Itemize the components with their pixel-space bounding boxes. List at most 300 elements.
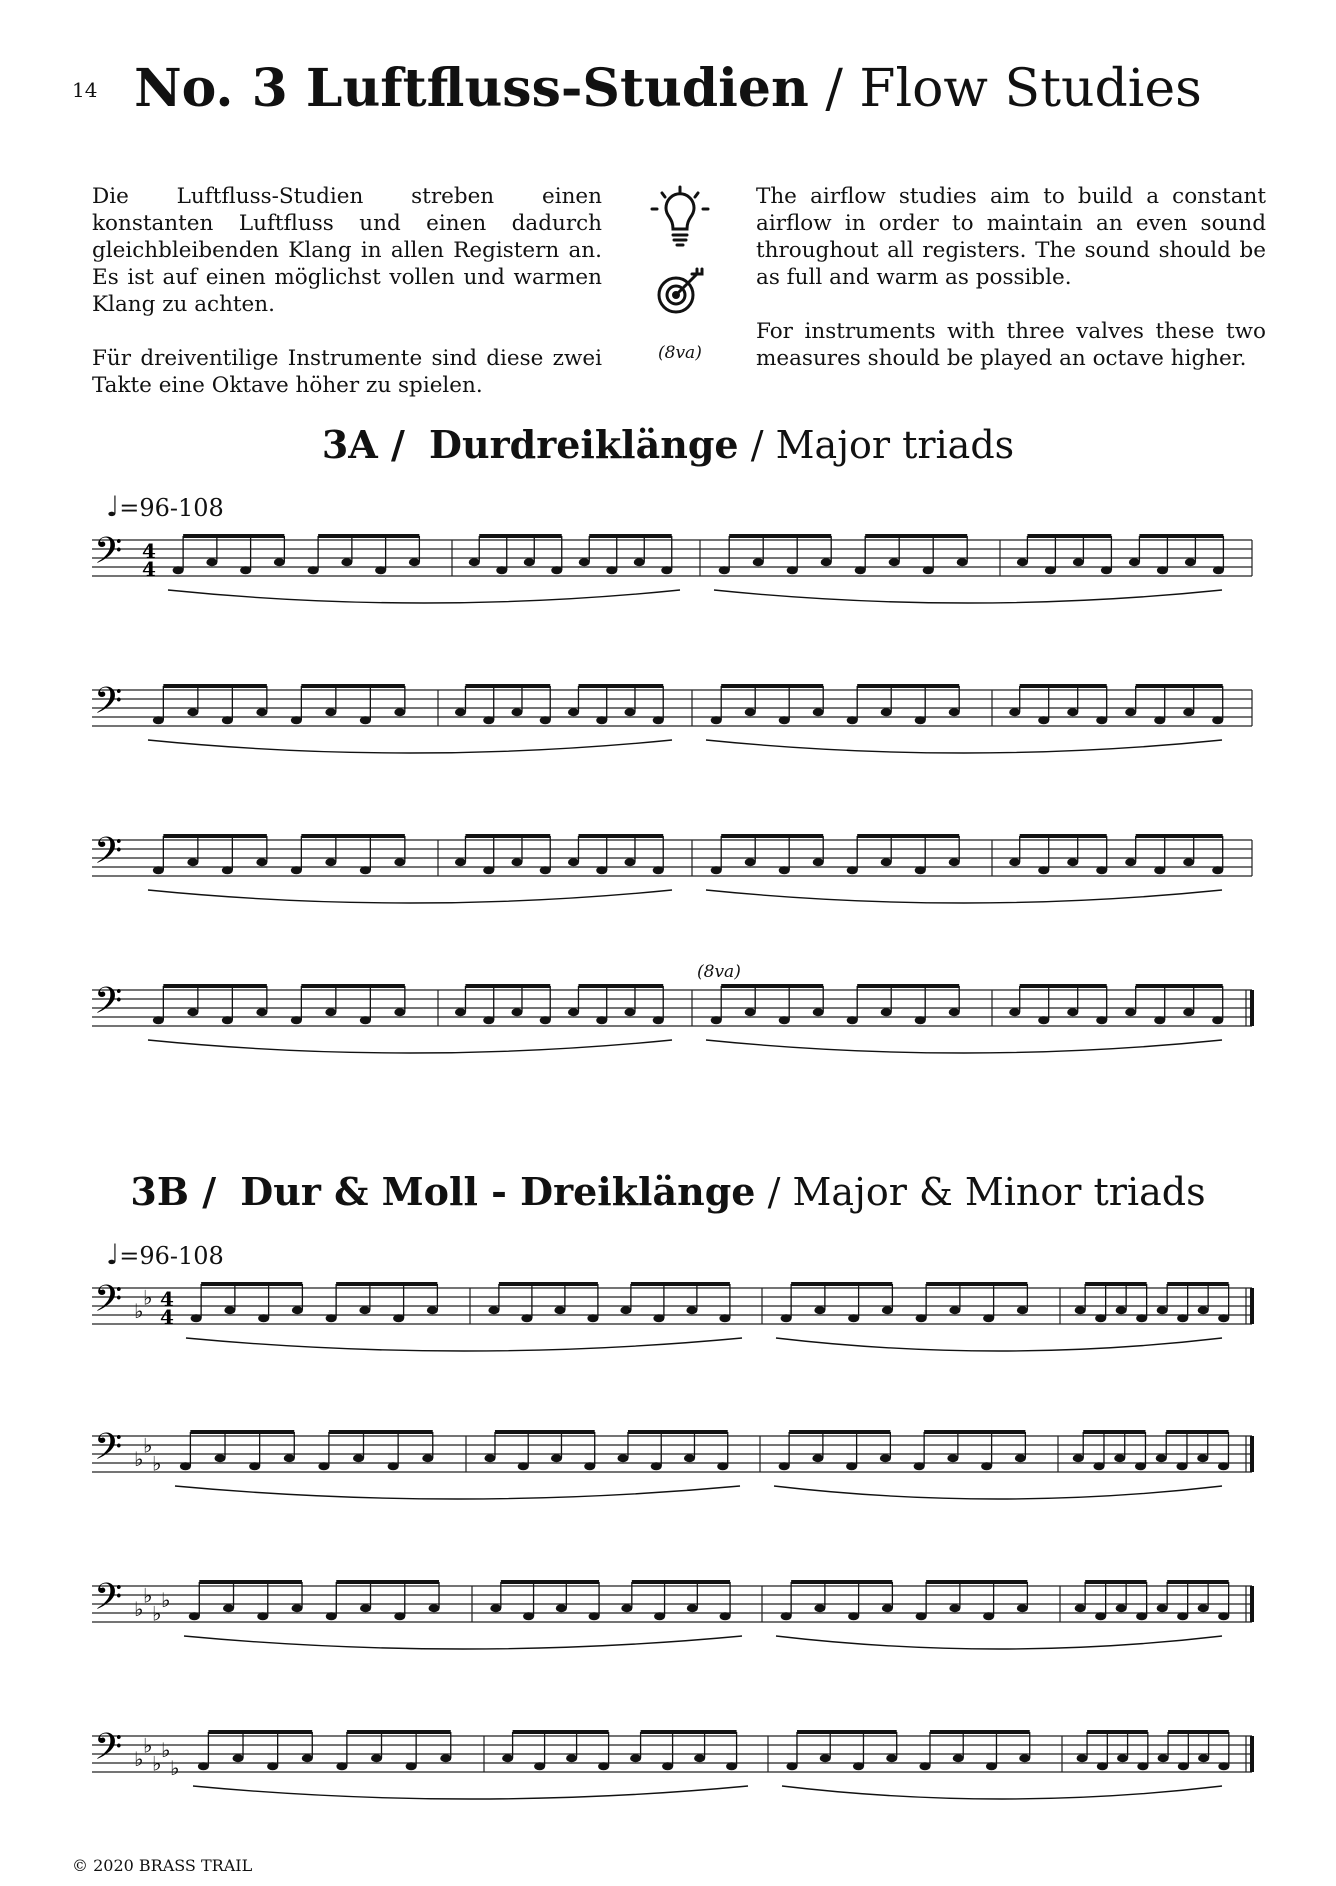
bass-clef-icon: 𝄢	[94, 980, 123, 1031]
note-head	[1067, 708, 1078, 716]
page-number: 14	[72, 78, 98, 102]
note-head	[258, 1314, 269, 1322]
note-head	[919, 1762, 930, 1770]
note-head	[222, 716, 233, 724]
time-signature-top: 4	[160, 1287, 174, 1311]
intro-de-paragraph-1: Die Luftfluss-Studien streben einen konstanten Luftfluss und einen dadurch gleichbleibenden Klang in allen Registern an. Es ist auf einen möglichst vollen und warmen Klang zu achten.	[92, 184, 602, 317]
note-head	[914, 1462, 925, 1470]
note-head	[291, 716, 302, 724]
note-head	[455, 1008, 466, 1016]
note-head	[983, 1612, 994, 1620]
note-head	[292, 1604, 303, 1612]
note-head	[662, 1762, 673, 1770]
note-head	[284, 1454, 295, 1462]
note-head	[360, 866, 371, 874]
note-head	[711, 866, 722, 874]
note-head	[1183, 858, 1194, 866]
note-head	[1017, 1306, 1028, 1314]
note-head	[568, 858, 579, 866]
note-head	[981, 1462, 992, 1470]
section-3b-sep: /	[767, 1170, 781, 1214]
note-head	[947, 1454, 958, 1462]
note-head	[745, 858, 756, 866]
note-head	[484, 1454, 495, 1462]
note-head	[488, 1306, 499, 1314]
note-head	[1212, 716, 1223, 724]
note-head	[596, 866, 607, 874]
note-head	[779, 866, 790, 874]
section-3a-title-en: Major triads	[775, 423, 1015, 467]
note-head	[584, 1462, 595, 1470]
note-head	[215, 1454, 226, 1462]
note-head	[1095, 1314, 1106, 1322]
note-head	[1114, 1454, 1125, 1462]
section-3b-title-de: Dur & Moll - Dreiklänge	[240, 1169, 756, 1214]
note-head	[394, 708, 405, 716]
note-head	[1009, 708, 1020, 716]
note-head	[745, 1008, 756, 1016]
note-head	[189, 1612, 200, 1620]
note-head	[630, 1754, 641, 1762]
section-3b-tempo-value: =96-108	[119, 1242, 224, 1270]
note-head	[787, 566, 798, 574]
note-head	[881, 708, 892, 716]
note-head	[521, 1314, 532, 1322]
copyright: © 2020 BRASS TRAIL	[72, 1856, 253, 1875]
note-head	[881, 858, 892, 866]
note-head	[653, 1016, 664, 1024]
note-head	[1075, 1306, 1086, 1314]
note-head	[847, 866, 858, 874]
note-head	[360, 1016, 371, 1024]
note-head	[1045, 566, 1056, 574]
note-head	[1125, 1008, 1136, 1016]
note-head	[1177, 1612, 1188, 1620]
time-signature-bottom: 4	[142, 557, 156, 581]
slur	[184, 1636, 742, 1649]
note-head	[302, 1754, 313, 1762]
note-head	[1198, 1306, 1209, 1314]
intro-en-paragraph-1: The airflow studies aim to build a constant airflow in order to maintain an even sound throughout all registers. The sound should be as full and warm as possible.	[756, 184, 1266, 290]
note-head	[187, 708, 198, 716]
note-head	[336, 1762, 347, 1770]
note-head	[653, 716, 664, 724]
note-head	[187, 858, 198, 866]
note-head	[781, 1612, 792, 1620]
key-flat-icon: ♭	[152, 1601, 162, 1626]
key-flat-icon: ♭	[134, 1597, 144, 1621]
title-de: No. 3 Luftfluss-Studien	[134, 58, 809, 119]
slur	[776, 1636, 1222, 1649]
note-head	[224, 1306, 235, 1314]
note-head	[949, 1604, 960, 1612]
note-head	[1183, 1008, 1194, 1016]
slur	[782, 1786, 1222, 1799]
slur	[148, 740, 672, 753]
note-head	[855, 566, 866, 574]
note-head	[568, 708, 579, 716]
note-head	[1198, 1754, 1209, 1762]
key-flat-icon: ♭	[134, 1447, 144, 1471]
note-head	[222, 1016, 233, 1024]
note-head	[534, 1762, 545, 1770]
note-head	[556, 1604, 567, 1612]
note-head	[1177, 1314, 1188, 1322]
key-flat-icon: ♭	[134, 1299, 144, 1323]
note-head	[957, 558, 968, 566]
note-head	[653, 866, 664, 874]
note-head	[291, 1016, 302, 1024]
key-flat-icon: ♭	[152, 1751, 162, 1776]
note-head	[882, 1604, 893, 1612]
note-head	[923, 566, 934, 574]
note-head	[779, 716, 790, 724]
time-signature-top: 4	[142, 539, 156, 563]
note-head	[429, 1604, 440, 1612]
note-head	[325, 1008, 336, 1016]
key-flat-icon: ♭	[143, 1583, 153, 1608]
note-head	[1212, 1016, 1223, 1024]
note-head	[653, 1314, 664, 1322]
slur	[186, 1338, 742, 1351]
slur	[776, 1338, 1222, 1351]
note-head	[1183, 708, 1194, 716]
quarter-note-icon: ♩	[106, 490, 120, 523]
note-head	[206, 558, 217, 566]
note-head	[1154, 1016, 1165, 1024]
note-head	[326, 1314, 337, 1322]
key-flat-icon: ♭	[161, 1738, 171, 1762]
note-head	[394, 1612, 405, 1620]
note-head	[579, 558, 590, 566]
note-head	[848, 1314, 859, 1322]
note-head	[1218, 1612, 1229, 1620]
note-head	[292, 1306, 303, 1314]
note-head	[1117, 1754, 1128, 1762]
note-head	[745, 708, 756, 716]
key-flat-icon: ♭	[134, 1747, 144, 1771]
note-head	[1038, 716, 1049, 724]
note-head	[1015, 1454, 1026, 1462]
slur	[175, 1486, 740, 1499]
note-head	[483, 1016, 494, 1024]
note-head	[719, 566, 730, 574]
note-head	[847, 1016, 858, 1024]
note-head	[881, 1008, 892, 1016]
note-head	[198, 1762, 209, 1770]
octave-mark-intro: (8va)	[658, 343, 702, 363]
note-head	[249, 1462, 260, 1470]
note-head	[1137, 1762, 1148, 1770]
note-head	[566, 1754, 577, 1762]
note-head	[375, 566, 386, 574]
note-head	[518, 1462, 529, 1470]
bass-clef-icon: 𝄢	[94, 1278, 123, 1329]
note-head	[1067, 858, 1078, 866]
note-head	[1154, 866, 1165, 874]
note-head	[1218, 1462, 1229, 1470]
note-head	[915, 866, 926, 874]
note-head	[371, 1754, 382, 1762]
note-head	[240, 566, 251, 574]
time-signature-bottom: 4	[160, 1305, 174, 1329]
note-head	[853, 1762, 864, 1770]
note-head	[717, 1462, 728, 1470]
note-head	[654, 1612, 665, 1620]
note-head	[596, 1016, 607, 1024]
bass-clef-icon: 𝄢	[94, 530, 123, 581]
note-head	[318, 1462, 329, 1470]
note-head	[1154, 716, 1165, 724]
note-head	[223, 1604, 234, 1612]
note-head	[598, 1762, 609, 1770]
note-head	[1135, 1462, 1146, 1470]
slur	[706, 740, 1222, 753]
note-head	[687, 1604, 698, 1612]
note-head	[1077, 1754, 1088, 1762]
note-head	[1157, 566, 1168, 574]
note-head	[1213, 566, 1224, 574]
note-head	[606, 566, 617, 574]
note-head	[511, 1008, 522, 1016]
note-head	[490, 1604, 501, 1612]
intro-de-paragraph-2: Für dreiventilige Instrumente sind diese zwei Takte eine Oktave höher zu spielen.	[92, 346, 602, 398]
note-head	[953, 1754, 964, 1762]
note-head	[1038, 1016, 1049, 1024]
note-head	[257, 1612, 268, 1620]
note-head	[568, 1008, 579, 1016]
note-head	[422, 1454, 433, 1462]
note-head	[1157, 1306, 1168, 1314]
note-head	[624, 1008, 635, 1016]
note-head	[360, 1604, 371, 1612]
note-head	[596, 716, 607, 724]
note-head	[1218, 1762, 1229, 1770]
note-head	[360, 716, 371, 724]
note-head	[1073, 558, 1084, 566]
intro-en-paragraph-2: For instruments with three valves these two measures should be played an octave higher.	[756, 319, 1266, 371]
note-head	[1096, 716, 1107, 724]
note-head	[779, 1462, 790, 1470]
note-head	[779, 1016, 790, 1024]
slur	[148, 1040, 672, 1053]
note-head	[256, 858, 267, 866]
bass-clef-icon: 𝄢	[94, 830, 123, 881]
bass-clef-icon: 𝄢	[94, 680, 123, 731]
slur	[168, 590, 680, 603]
note-head	[949, 708, 960, 716]
note-head	[406, 1762, 417, 1770]
note-head	[848, 1612, 859, 1620]
note-head	[1116, 1306, 1127, 1314]
note-head	[983, 1314, 994, 1322]
key-flat-icon: ♭	[143, 1285, 153, 1310]
note-head	[511, 858, 522, 866]
slur	[193, 1786, 748, 1799]
slur	[714, 590, 1222, 603]
note-head	[540, 866, 551, 874]
note-head	[393, 1314, 404, 1322]
section-3a-tempo-value: =96-108	[119, 494, 224, 522]
note-head	[624, 708, 635, 716]
note-head	[353, 1454, 364, 1462]
note-head	[540, 1016, 551, 1024]
note-head	[325, 708, 336, 716]
note-head	[949, 1306, 960, 1314]
note-head	[847, 716, 858, 724]
note-head	[889, 558, 900, 566]
note-head	[915, 1016, 926, 1024]
note-head	[483, 716, 494, 724]
note-head	[1136, 1612, 1147, 1620]
note-head	[812, 1454, 823, 1462]
note-head	[587, 1314, 598, 1322]
note-head	[1017, 1604, 1028, 1612]
note-head	[233, 1754, 244, 1762]
octave-mark-3a: (8va)	[697, 962, 741, 982]
note-head	[1125, 708, 1136, 716]
bass-clef-icon: 𝄢	[94, 1426, 123, 1477]
note-head	[1157, 1604, 1168, 1612]
note-head	[291, 866, 302, 874]
note-head	[326, 1612, 337, 1620]
note-head	[1075, 1604, 1086, 1612]
note-head	[621, 1604, 632, 1612]
note-head	[1101, 566, 1112, 574]
note-head	[483, 866, 494, 874]
note-head	[694, 1754, 705, 1762]
note-head	[394, 858, 405, 866]
section-3a-label: 3A /	[321, 422, 405, 467]
note-head	[886, 1754, 897, 1762]
note-head	[1019, 1754, 1030, 1762]
note-head	[1125, 858, 1136, 866]
note-head	[511, 708, 522, 716]
note-head	[388, 1462, 399, 1470]
note-head	[711, 716, 722, 724]
note-head	[949, 1008, 960, 1016]
note-head	[589, 1612, 600, 1620]
note-head	[684, 1454, 695, 1462]
quarter-note-icon: ♩	[106, 1238, 120, 1271]
bass-clef-icon: 𝄢	[94, 1726, 123, 1777]
note-head	[915, 716, 926, 724]
note-head	[786, 1762, 797, 1770]
note-head	[1116, 1604, 1127, 1612]
title-en: Flow Studies	[859, 59, 1202, 119]
note-head	[1073, 1454, 1084, 1462]
note-head	[1156, 1454, 1167, 1462]
note-head	[173, 566, 184, 574]
section-3a-sep: /	[750, 423, 764, 467]
title-separator: /	[825, 59, 843, 119]
key-flat-icon: ♭	[161, 1588, 171, 1612]
note-head	[256, 708, 267, 716]
note-head	[651, 1462, 662, 1470]
note-head	[427, 1306, 438, 1314]
note-head	[661, 566, 672, 574]
note-head	[180, 1462, 191, 1470]
note-head	[256, 1008, 267, 1016]
note-head	[1176, 1462, 1187, 1470]
note-head	[153, 716, 164, 724]
note-head	[496, 566, 507, 574]
note-head	[455, 708, 466, 716]
note-head	[409, 558, 420, 566]
note-head	[846, 1462, 857, 1470]
key-flat-icon: ♭	[143, 1433, 153, 1458]
note-head	[267, 1762, 278, 1770]
note-head	[554, 1306, 565, 1314]
note-head	[1218, 1314, 1229, 1322]
note-head	[620, 1306, 631, 1314]
note-head	[1212, 866, 1223, 874]
note-head	[187, 1008, 198, 1016]
note-head	[308, 566, 319, 574]
slur	[774, 1486, 1222, 1499]
note-head	[1038, 866, 1049, 874]
note-head	[540, 716, 551, 724]
note-head	[821, 558, 832, 566]
note-head	[1017, 558, 1028, 566]
note-head	[325, 858, 336, 866]
note-head	[814, 1604, 825, 1612]
note-head	[719, 1314, 730, 1322]
note-head	[686, 1306, 697, 1314]
note-head	[880, 1454, 891, 1462]
note-head	[916, 1612, 927, 1620]
note-head	[440, 1754, 451, 1762]
note-head	[916, 1314, 927, 1322]
key-flat-icon: ♭	[170, 1756, 180, 1780]
note-head	[469, 558, 480, 566]
note-head	[986, 1762, 997, 1770]
note-head	[1158, 1754, 1169, 1762]
note-head	[720, 1612, 731, 1620]
note-head	[523, 1612, 534, 1620]
key-flat-icon: ♭	[143, 1733, 153, 1758]
section-3b-label: 3B /	[130, 1169, 217, 1214]
note-head	[359, 1306, 370, 1314]
section-3b-title-en: Major & Minor triads	[792, 1170, 1206, 1214]
note-head	[153, 866, 164, 874]
note-head	[1097, 1762, 1108, 1770]
note-head	[624, 858, 635, 866]
note-head	[813, 858, 824, 866]
key-flat-icon: ♭	[152, 1451, 162, 1476]
note-head	[949, 858, 960, 866]
note-head	[813, 708, 824, 716]
note-head	[781, 1314, 792, 1322]
slur	[148, 890, 672, 903]
note-head	[551, 1454, 562, 1462]
note-head	[524, 558, 535, 566]
note-head	[394, 1008, 405, 1016]
note-head	[502, 1754, 513, 1762]
note-head	[1197, 1454, 1208, 1462]
note-head	[1009, 858, 1020, 866]
note-head	[1067, 1008, 1078, 1016]
note-head	[274, 558, 285, 566]
note-head	[1129, 558, 1140, 566]
note-head	[753, 558, 764, 566]
note-head	[222, 866, 233, 874]
note-head	[820, 1754, 831, 1762]
note-head	[153, 1016, 164, 1024]
note-head	[1198, 1604, 1209, 1612]
note-head	[634, 558, 645, 566]
bass-clef-icon: 𝄢	[94, 1576, 123, 1627]
